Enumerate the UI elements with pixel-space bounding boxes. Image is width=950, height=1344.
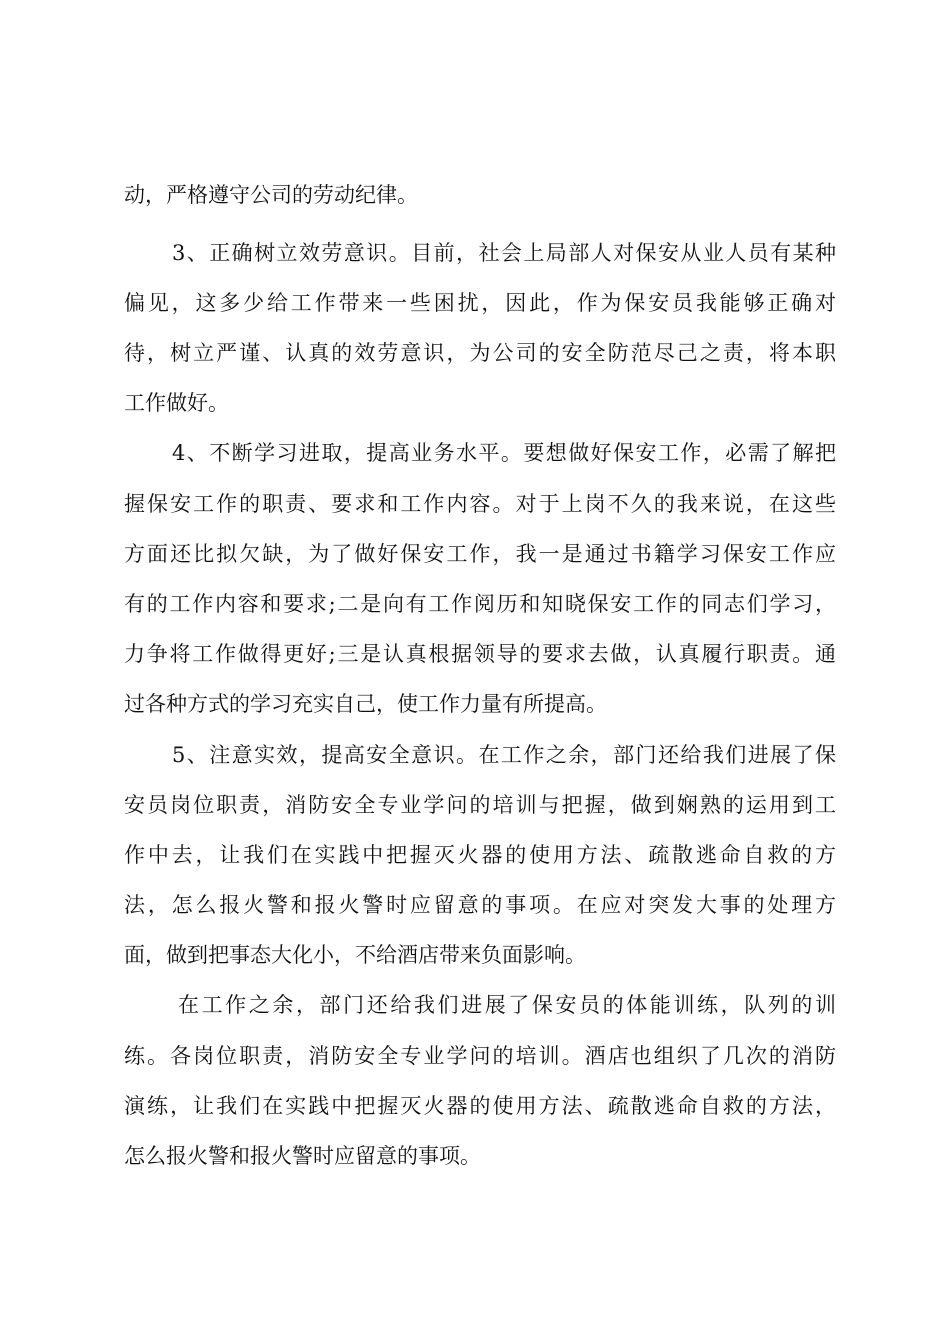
paragraph-line: 法，怎么报火警和报火警时应留意的事项。在应对突发大事的处理方 [124, 893, 836, 917]
paragraph-line: 过各种方式的学习充实自己，使工作力量有所提高。 [124, 692, 607, 716]
paragraph-line: 5、注意实效，提高安全意识。在工作之余，部门还给我们进展了保 [172, 743, 836, 767]
paragraph-line: 偏见，这多少给工作带来一些困扰，因此，作为保安员我能够正确对 [124, 291, 836, 315]
paragraph-line: 工作做好。 [124, 391, 229, 415]
paragraph-line: 力争将工作做得更好;三是认真根据领导的要求去做，认真履行职责。通 [124, 642, 836, 666]
paragraph-line: 演练，让我们在实践中把握灭火器的使用方法、疏散逃命自救的方法， [124, 1094, 836, 1118]
paragraph-line: 怎么报火警和报火警时应留意的事项。 [124, 1144, 481, 1168]
paragraph-line: 作中去，让我们在实践中把握灭火器的使用方法、疏散逃命自救的方 [124, 843, 836, 867]
paragraph-line: 4、不断学习进取，提高业务水平。要想做好保安工作，必需了解把 [172, 441, 836, 465]
paragraph-line: 有的工作内容和要求;二是向有工作阅历和知晓保安工作的同志们学习， [124, 592, 836, 616]
paragraph-line: 安员岗位职责，消防安全专业学问的培训与把握，做到娴熟的运用到工 [124, 793, 836, 817]
paragraph-line: 待，树立严谨、认真的效劳意识，为公司的安全防范尽己之责，将本职 [124, 341, 836, 365]
paragraph-line: 面，做到把事态大化小，不给酒店带来负面影响。 [124, 943, 586, 967]
paragraph-line: 3、正确树立效劳意识。目前，社会上局部人对保安从业人员有某种 [172, 241, 836, 265]
paragraph-line: 练。各岗位职责，消防安全专业学问的培训。酒店也组织了几次的消防 [124, 1044, 836, 1068]
paragraph-line: 握保安工作的职责、要求和工作内容。对于上岗不久的我来说，在这些 [124, 492, 836, 516]
paragraph-line: 动，严格遵守公司的劳动纪律。 [124, 183, 418, 207]
paragraph-line: 方面还比拟欠缺，为了做好保安工作，我一是通过书籍学习保安工作应 [124, 542, 836, 566]
paragraph-line: 在工作之余，部门还给我们进展了保安员的体能训练，队列的训 [178, 993, 836, 1017]
